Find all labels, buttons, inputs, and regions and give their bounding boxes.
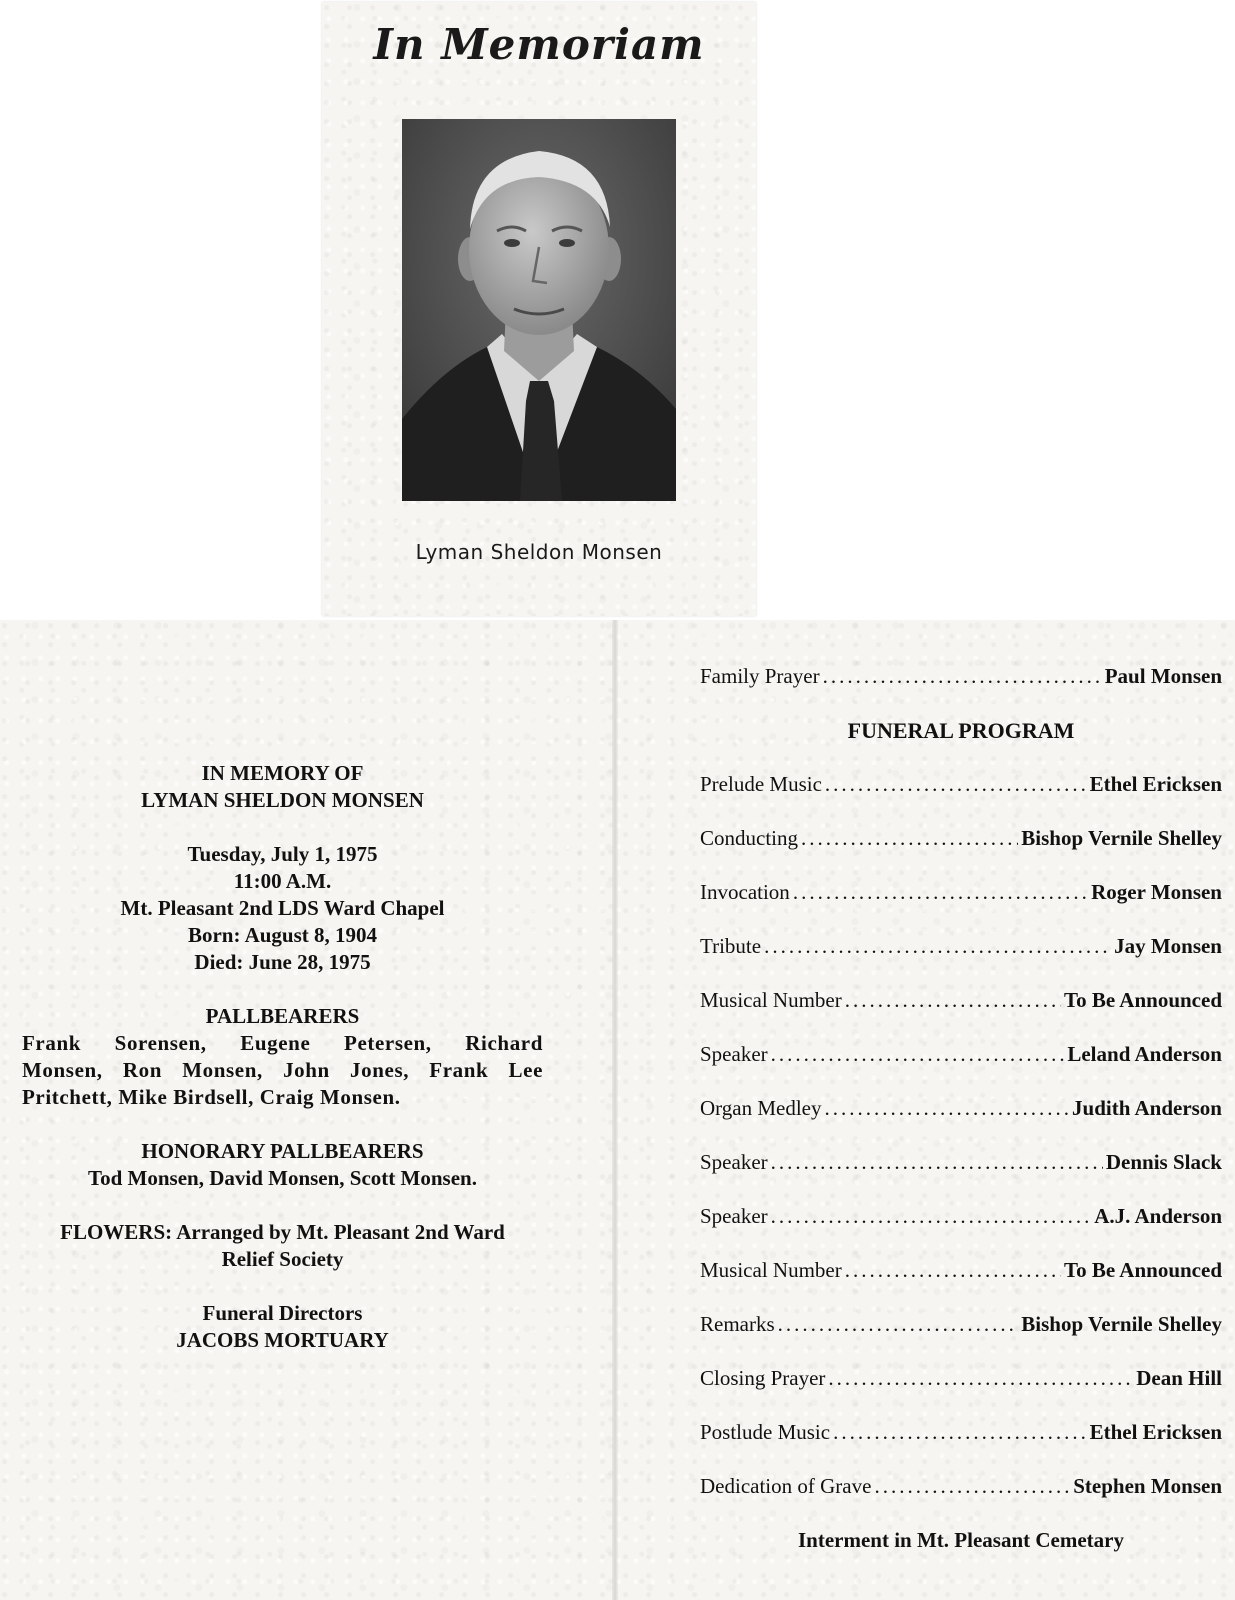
- program-role: Closing Prayer: [700, 1366, 826, 1390]
- leader-dots: [778, 1312, 1019, 1337]
- portrait-photo: [402, 119, 676, 501]
- interment-note: Interment in Mt. Pleasant Cemetary: [798, 1528, 1124, 1552]
- program-person: Ethel Ericksen: [1089, 772, 1222, 796]
- program-row: [700, 826, 1222, 880]
- cover-title: In Memoriam: [373, 20, 705, 69]
- pallbearers-line: Monsen, Ron Monsen, John Jones, Frank Lee: [22, 1058, 543, 1082]
- leader-dots: [828, 1366, 1133, 1391]
- honorary-heading: HONORARY PALLBEARERS: [141, 1139, 424, 1163]
- flowers-line: Relief Society: [221, 1247, 344, 1271]
- leader-dots: [771, 1204, 1092, 1229]
- pallbearers-heading: PALLBEARERS: [205, 1004, 360, 1028]
- program-heading: FUNERAL PROGRAM: [847, 718, 1075, 743]
- program-role: Remarks: [700, 1312, 775, 1336]
- program-role: Dedication of Grave: [700, 1474, 872, 1498]
- page-fold: [612, 620, 618, 1600]
- death-date: Died: June 28, 1975: [194, 950, 371, 974]
- program-row: [700, 1312, 1222, 1366]
- program-person: To Be Announced: [1064, 1258, 1222, 1282]
- leader-dots: [825, 772, 1087, 797]
- program-row: [700, 934, 1222, 988]
- leader-dots: [845, 1258, 1061, 1283]
- pallbearers-section: [0, 1003, 565, 1111]
- leader-dots: [845, 988, 1061, 1013]
- program-row: [700, 772, 1222, 826]
- leader-dots: [825, 1096, 1070, 1121]
- program-person: A.J. Anderson: [1094, 1204, 1222, 1228]
- program-row: [700, 1474, 1222, 1528]
- program-role: Invocation: [700, 880, 790, 904]
- birth-date: Born: August 8, 1904: [187, 923, 378, 947]
- program-row: [700, 1096, 1222, 1150]
- program-person: Roger Monsen: [1091, 880, 1222, 904]
- program-role: Postlude Music: [700, 1420, 831, 1444]
- funeral-directors-section: [0, 1300, 565, 1354]
- program-person: Jay Monsen: [1114, 934, 1222, 958]
- program-role: Conducting: [700, 826, 798, 850]
- service-date: Tuesday, July 1, 1975: [187, 842, 378, 866]
- program-role: Tribute: [700, 934, 762, 958]
- program-row: [700, 988, 1222, 1042]
- program-role: Speaker: [700, 1042, 768, 1066]
- program-role: Musical Number: [700, 988, 842, 1012]
- pallbearers-line: Frank Sorensen, Eugene Petersen, Richard: [22, 1031, 543, 1055]
- program-role: Family Prayer: [700, 664, 820, 688]
- flowers-line: FLOWERS: Arranged by Mt. Pleasant 2nd Ward: [60, 1220, 505, 1244]
- leader-dots: [764, 934, 1111, 959]
- right-page: [700, 664, 1222, 1553]
- program-person: Bishop Vernile Shelley: [1021, 826, 1222, 850]
- leader-dots: [793, 880, 1088, 905]
- leader-dots: [833, 1420, 1086, 1445]
- program-person: Ethel Ericksen: [1089, 1420, 1222, 1444]
- program-person: Paul Monsen: [1104, 664, 1222, 688]
- program-row: [700, 664, 1222, 718]
- flowers-section: [0, 1219, 565, 1273]
- program-person: To Be Announced: [1064, 988, 1222, 1012]
- memory-heading: IN MEMORY OF: [201, 761, 364, 785]
- program-role: Speaker: [700, 1204, 768, 1228]
- leader-dots: [771, 1042, 1065, 1067]
- program-row: [700, 1258, 1222, 1312]
- program-row: [700, 1366, 1222, 1420]
- program-role: Prelude Music: [700, 772, 822, 796]
- program-person: Judith Anderson: [1072, 1096, 1222, 1120]
- program-row: [700, 1204, 1222, 1258]
- service-time: 11:00 A.M.: [233, 869, 332, 893]
- program-row: [700, 1420, 1222, 1474]
- program-person: Stephen Monsen: [1073, 1474, 1222, 1498]
- program-person: Dennis Slack: [1105, 1150, 1222, 1174]
- service-details: [0, 841, 565, 922]
- program-person: Dean Hill: [1136, 1366, 1222, 1390]
- leader-dots: [823, 664, 1102, 689]
- program-row: [700, 1042, 1222, 1096]
- memorial-cover-card: [322, 2, 756, 616]
- deceased-name: LYMAN SHELDON MONSEN: [141, 788, 424, 812]
- pallbearers-line: Pritchett, Mike Birdsell, Craig Monsen.: [22, 1085, 401, 1109]
- leader-dots: [801, 826, 1018, 851]
- program-role: Speaker: [700, 1150, 768, 1174]
- program-person: Bishop Vernile Shelley: [1021, 1312, 1222, 1336]
- program-person: Leland Anderson: [1067, 1042, 1222, 1066]
- honorary-names: Tod Monsen, David Monsen, Scott Monsen.: [88, 1166, 477, 1190]
- leader-dots: [874, 1474, 1070, 1499]
- service-place: Mt. Pleasant 2nd LDS Ward Chapel: [120, 896, 445, 920]
- directors-name: JACOBS MORTUARY: [176, 1328, 389, 1352]
- cover-name: Lyman Sheldon Monsen: [415, 540, 663, 564]
- program-row: [700, 1150, 1222, 1204]
- honorary-pallbearers-section: [0, 1138, 565, 1192]
- program-role: Organ Medley: [700, 1096, 822, 1120]
- program-role: Musical Number: [700, 1258, 842, 1282]
- directors-label: Funeral Directors: [202, 1301, 363, 1325]
- leader-dots: [771, 1150, 1103, 1175]
- program-row: [700, 880, 1222, 934]
- left-page: [0, 760, 565, 1354]
- portrait-illustration: [402, 119, 676, 501]
